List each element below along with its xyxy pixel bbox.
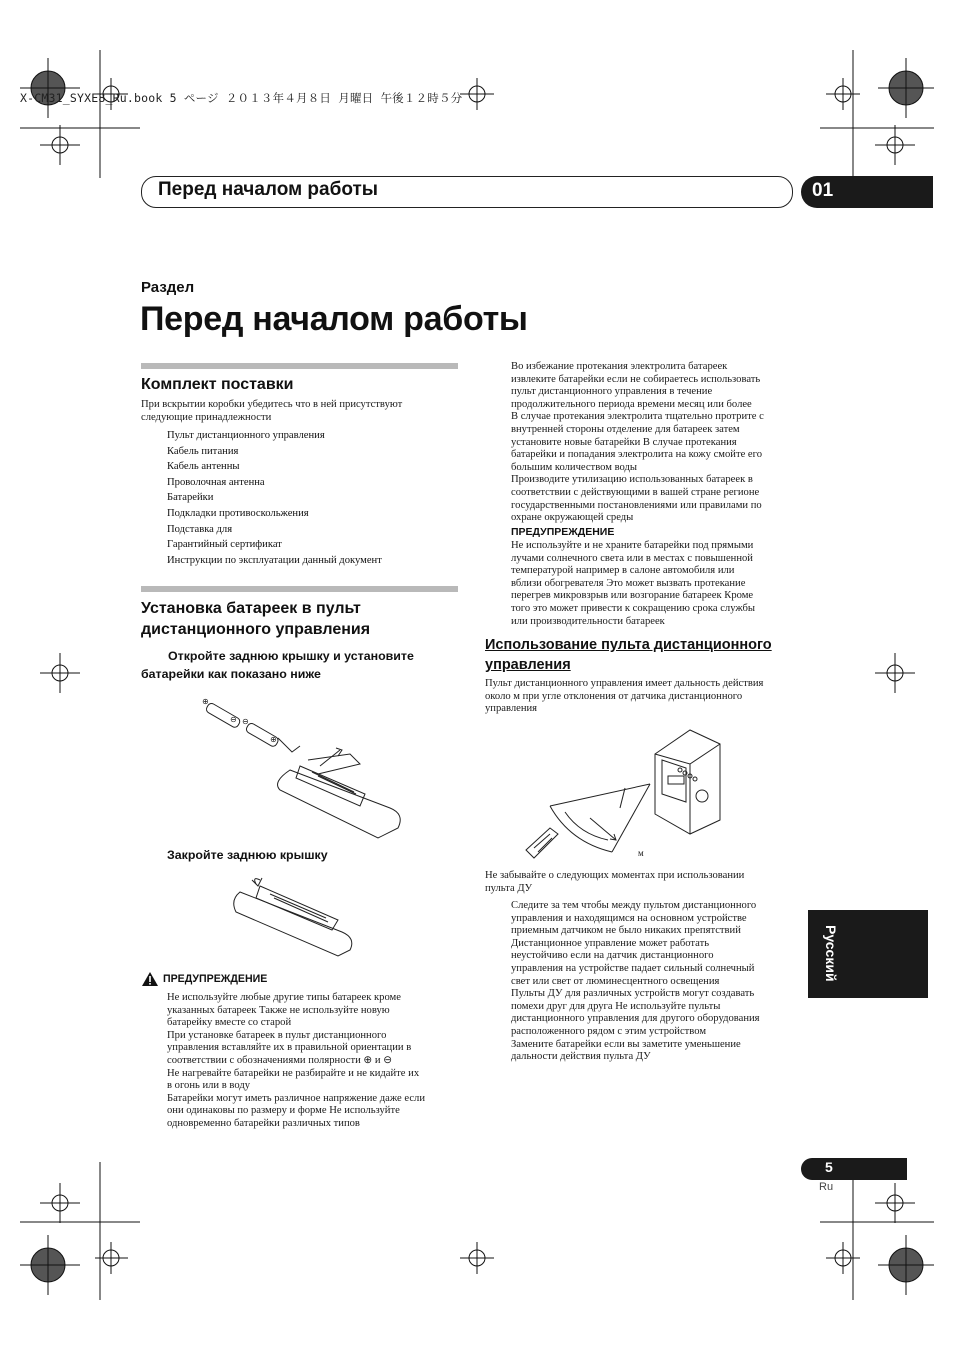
list-item: Гарантийный сертификат (167, 539, 282, 551)
remote-usage-heading: Использование пульта дистанционного управления (485, 637, 772, 673)
svg-text:⊕: ⊕ (270, 735, 277, 744)
list-item: Инструкции по эксплуатации данный документ (167, 554, 382, 566)
list-item: Пульт дистанционного управления (167, 430, 325, 441)
remember-text: Не забывайте о следующих моментах при использовании пульта ДУ (485, 870, 745, 894)
warning-label: ПРЕДУПРЕЖДЕНИЕ (511, 526, 615, 538)
svg-text:⊖: ⊖ (242, 717, 249, 726)
chapter-title: Перед началом работы (158, 179, 378, 200)
batteries-heading: Установка батареек в пульт дистанционного управления (141, 600, 371, 638)
page-language: Ru (819, 1181, 834, 1193)
step-open-cover: Откройте заднюю крышку и установите батарейки как показано ниже (141, 649, 414, 681)
package-intro: При вскрытии коробки убедитесь что в ней присутствуют следующие принадлежности (141, 399, 403, 423)
language-tab-label: Русский (823, 925, 839, 982)
list-item: Кабель антенны (167, 461, 240, 473)
svg-text:⊕: ⊕ (202, 697, 209, 706)
package-heading: Комплект поставки (141, 376, 294, 393)
battery-storage-warning: Не используйте и не храните батарейки под прямыми лучами солнечного света или в местах с повышенной температурой например в салоне автомобиля или вблизи обогревателя Это может вызвать протекание перегрев микровзрыв или возгорание батареек Кроме того это может привести к сокращению срока службы или производительности батареек (511, 540, 756, 627)
list-item: Проволочная антенна (167, 476, 265, 488)
package-list (167, 428, 467, 568)
section-label: Раздел (141, 279, 195, 296)
section-bar (141, 586, 458, 592)
page-number-box (801, 1158, 907, 1180)
remote-tips-list: Следите за тем чтобы между пультом дистанционного управления и находящимся на основном устройстве приемным датчиком не было никаких препятствий Дистанционное управление может работать неустойчиво если на датчик дистанционного управления на устройстве падает сильный солнечный свет или свет от люминесцентного освещения Пульты ДУ для различных устройств могут создавать помехи друг для друга Не используйте пульты дистанционного управления для другого оборудования расположенного рядом с этим устройством Замените батарейки если вы заметите уменьшение дальности действия пульта ДУ (511, 900, 760, 1063)
battery-warning-text: Не используйте любые другие типы батареек кроме указанных батареек Также не используйте новую батарейку вместе со старой При установке батареек в пульт дистанционного управления вставляйте их в правильной ориентации в соответствии с обозначениями полярности ⊕ и ⊖ Не нагревайте батарейки не разбирайте и не кидайте их в огонь или в воду Батарейки могут иметь различное напряжение даже если они одинаковы по размеру и форме Не используйте одновременно батарейки различных типов (167, 992, 426, 1129)
remote-open-illustration (200, 690, 415, 840)
remote-closed-illustration (230, 870, 365, 960)
list-item: Батарейки (167, 492, 214, 504)
chapter-number: 01 (812, 180, 834, 201)
list-item: Подкладки противоскольжения (167, 507, 309, 519)
range-figure-label: м (638, 848, 644, 858)
warning-label: ПРЕДУПРЕЖДЕНИЕ (163, 973, 268, 985)
list-item: Кабель питания (167, 445, 239, 457)
page-title: Перед началом работы (140, 300, 528, 338)
step-close-cover: Закройте заднюю крышку (167, 848, 328, 862)
list-item: Подставка для (167, 523, 233, 535)
section-bar (141, 363, 458, 369)
remote-range-illustration (520, 722, 725, 864)
page-number: 5 (825, 1159, 833, 1175)
remote-range-text: Пульт дистанционного управления имеет дальность действия около м при угле отклонения от датчика дистанционного управления (485, 678, 764, 715)
battery-leak-text: Во избежание протекания электролита батареек извлеките батарейки если не собираетесь использовать пульт дистанционного управления в течение продолжительного периода времени месяц или более В случае протекания электролита тщательно протрите с внутренней стороны отделение для батареек затем установите новые батарейки В случае протекания батарейки и попадания электролита на кожу смойте его большим количеством воды Производите утилизацию использованных батареек в соответствии с действующими в вашей стране регионе государственными постановлениями или правилами по охране окружающей среды (511, 361, 764, 524)
svg-text:⊖: ⊖ (230, 715, 237, 724)
warning-icon (141, 971, 159, 987)
book-header-line: X-CM31_SYXE8_Ru.book 5 ページ ２０１３年４月８日 月曜日 午後１２時５分 (20, 91, 463, 105)
